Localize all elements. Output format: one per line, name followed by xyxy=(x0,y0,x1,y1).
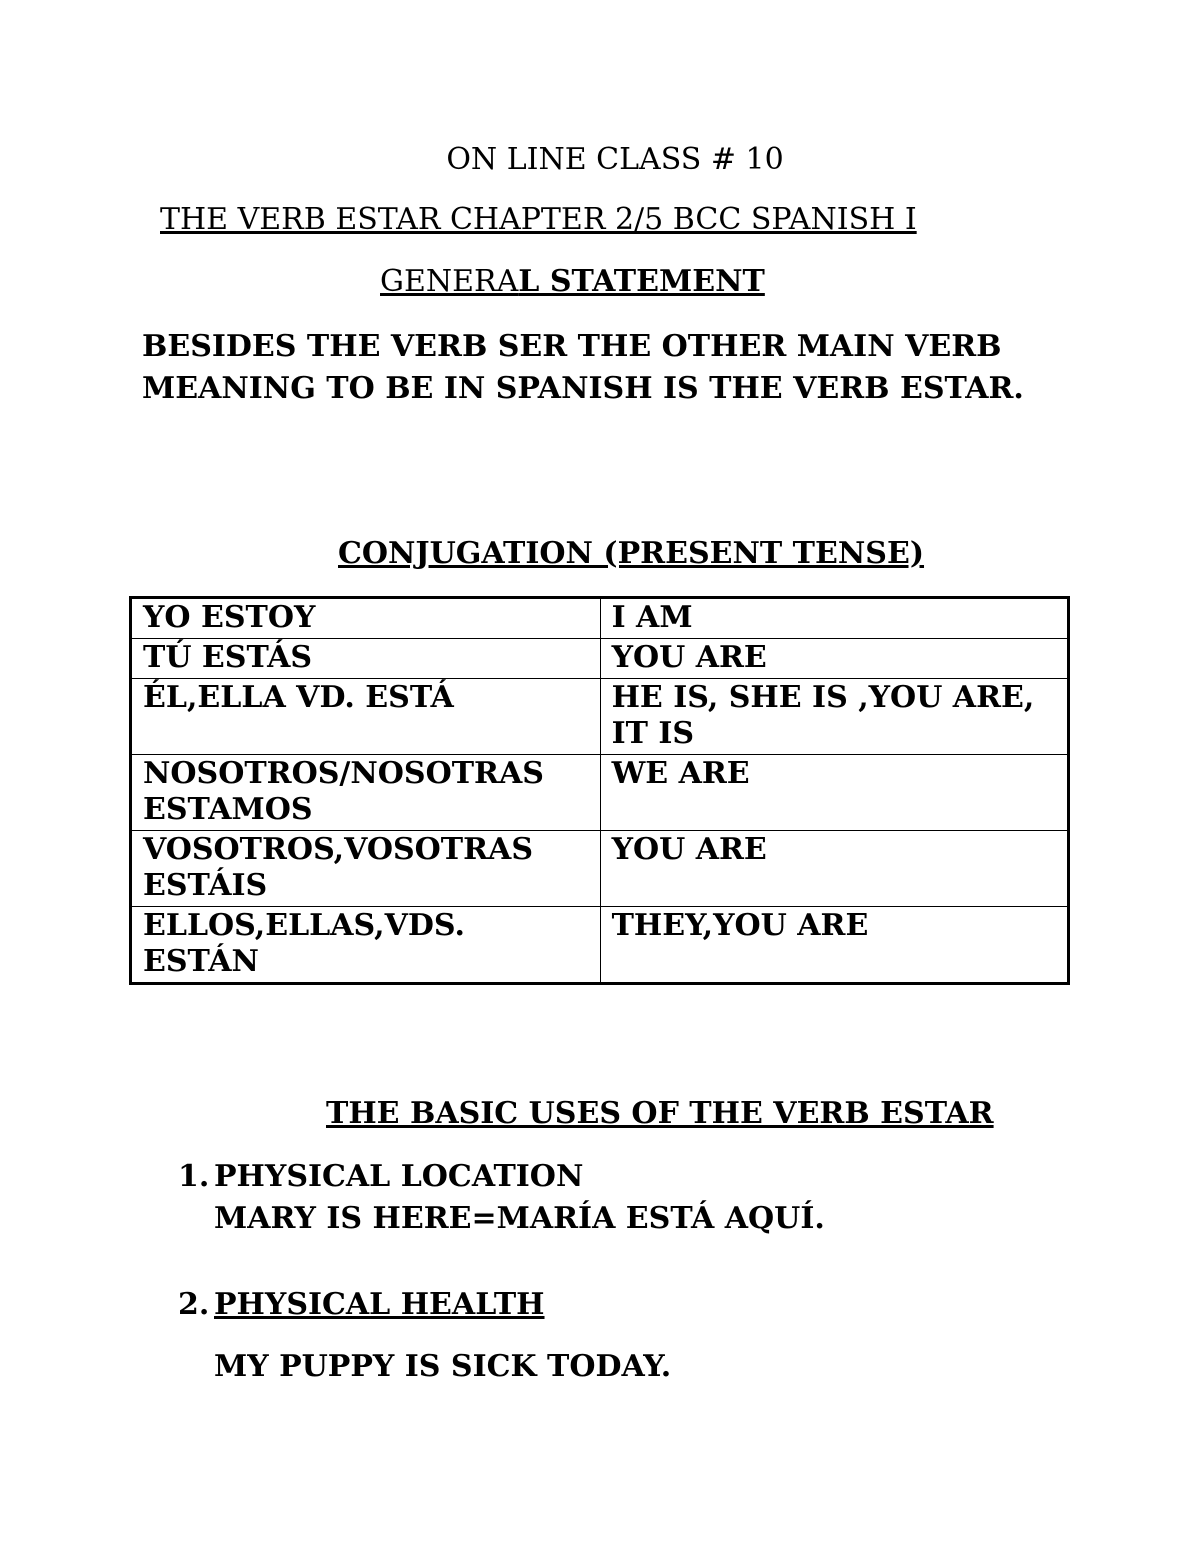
spanish-cell: YO ESTOY xyxy=(131,598,601,639)
section-title xyxy=(380,264,765,300)
uses-heading: THE BASIC USES OF THE VERB ESTAR xyxy=(326,1096,994,1131)
spanish-cell: VOSOTROS,VOSOTRAS ESTÁIS xyxy=(131,831,601,907)
use-label: PHYSICAL LOCATION xyxy=(214,1159,584,1194)
list-item xyxy=(178,1156,825,1240)
conjugation-heading: CONJUGATION (PRESENT TENSE) xyxy=(338,536,925,571)
use-example: MY PUPPY IS SICK TODAY. xyxy=(214,1349,672,1384)
table-row xyxy=(131,907,1069,984)
english-cell: YOU ARE xyxy=(600,831,1068,907)
english-cell: HE IS, SHE IS ,YOU ARE, IT IS xyxy=(600,679,1068,755)
section-title-bold: L STATEMENT xyxy=(518,264,765,299)
list-item xyxy=(178,1284,545,1326)
table-row xyxy=(131,679,1069,755)
table-row xyxy=(131,598,1069,639)
list-number: 1. xyxy=(178,1159,210,1194)
spanish-cell: ELLOS,ELLAS,VDS. ESTÁN xyxy=(131,907,601,984)
spanish-cell: NOSOTROS/NOSOTRAS ESTAMOS xyxy=(131,755,601,831)
list-number: 2. xyxy=(178,1287,210,1322)
table-row xyxy=(131,831,1069,907)
section-title-regular: GENERA xyxy=(380,264,519,299)
english-cell: WE ARE xyxy=(600,755,1068,831)
chapter-title: THE VERB ESTAR CHAPTER 2/5 BCC SPANISH I xyxy=(160,202,917,237)
spanish-cell: ÉL,ELLA VD. ESTÁ xyxy=(131,679,601,755)
conjugation-table xyxy=(129,596,1070,985)
class-title: ON LINE CLASS # 10 xyxy=(446,142,784,177)
table-row xyxy=(131,639,1069,679)
use-label: PHYSICAL HEALTH xyxy=(214,1287,545,1322)
table-row xyxy=(131,755,1069,831)
english-cell: YOU ARE xyxy=(600,639,1068,679)
use-example: MARY IS HERE=MARÍA ESTÁ AQUÍ. xyxy=(214,1201,825,1236)
general-statement: BESIDES THE VERB SER THE OTHER MAIN VERB MEANING TO BE IN SPANISH IS THE VERB ESTAR. xyxy=(142,329,1024,406)
english-cell: THEY,YOU ARE xyxy=(600,907,1068,984)
spanish-cell: TÚ ESTÁS xyxy=(131,639,601,679)
english-cell: I AM xyxy=(600,598,1068,639)
